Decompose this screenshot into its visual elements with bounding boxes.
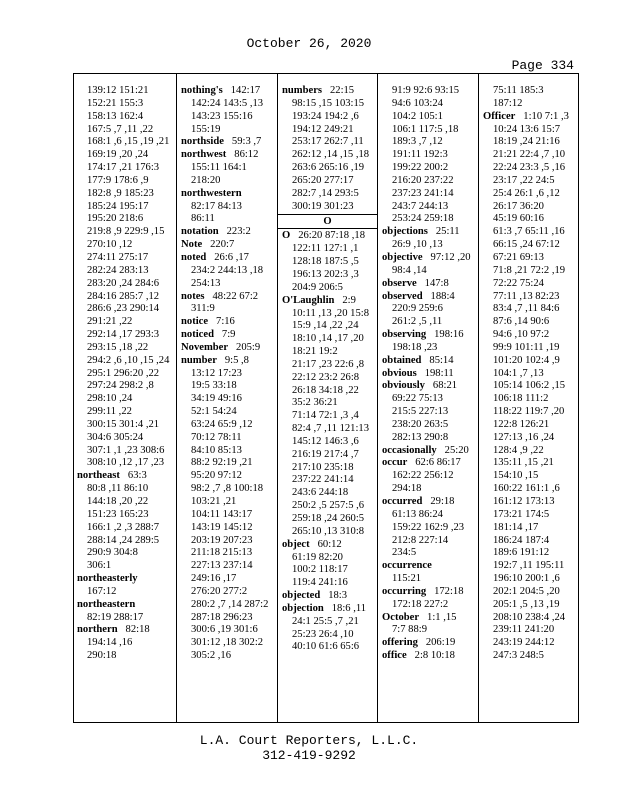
index-reference-line: 145:12 146:3 ,6: [292, 435, 359, 447]
page-date: October 26, 2020: [246, 36, 372, 51]
index-reference-line: 208:10 238:4 ,24: [493, 611, 566, 623]
index-reference-line: 75:11 185:3: [493, 85, 544, 96]
index-reference-line: 23:17 ,22 24:5: [493, 174, 555, 186]
index-reference-line: 234:2 244:13 ,18: [191, 264, 264, 276]
index-reference-line: 158:13 162:4: [87, 110, 144, 122]
index-reference-line: 105:14 106:2 ,15: [493, 380, 566, 392]
index-reference-line: 262:12 ,14 ,15 ,18: [292, 149, 370, 161]
index-term: observe 147:8: [382, 277, 449, 289]
index-reference-line: 301:12 ,18 302:2: [191, 637, 264, 649]
index-term: offering 206:19: [382, 637, 456, 649]
index-term: objections 25:11: [382, 226, 460, 238]
index-reference-line: 261:2 ,5 ,11: [392, 316, 443, 328]
index-reference-line: 192:7 ,11 195:11: [493, 560, 565, 572]
index-term: November 205:9: [181, 341, 261, 353]
index-reference-line: 122:8 126:21: [493, 418, 550, 430]
index-reference-line: 77:11 ,13 82:23: [493, 290, 560, 302]
index-reference-line: 294:2 ,6 ,10 ,15 ,24: [87, 354, 170, 366]
index-reference-line: 135:11 ,15 ,21: [493, 457, 554, 469]
index-reference-line: 282:24 283:13: [87, 264, 149, 276]
index-reference-line: 189:6 191:12: [493, 547, 550, 559]
index-reference-line: 10:24 13:6 15:7: [493, 123, 561, 135]
index-reference-line: 253:24 259:18: [392, 213, 454, 225]
index-reference-line: 22:12 23:2 26:8: [292, 371, 360, 383]
index-reference-line: 21:17 ,23 22:6 ,8: [292, 358, 365, 370]
index-reference-line: 287:18 296:23: [191, 611, 253, 623]
index-reference-line: 25:23 26:4 ,10: [292, 628, 354, 640]
index-term: Note 220:7: [181, 239, 235, 251]
index-reference-line: 172:18 227:2: [392, 598, 449, 610]
index-reference-line: 237:23 241:14: [392, 187, 454, 199]
index-term: observing 198:16: [382, 329, 464, 341]
index-reference-line: 189:3 ,7 ,12: [392, 136, 443, 148]
index-reference-line: 67:21 69:13: [493, 251, 544, 263]
index-reference-line: 283:20 ,24 284:6: [87, 277, 160, 289]
index-reference-line: 98:2 ,7 ,8 100:18: [191, 483, 264, 495]
index-reference-line: 151:23 165:23: [87, 508, 149, 520]
index-table: [73, 73, 579, 723]
index-term: occur 62:6 86:17: [382, 457, 461, 469]
index-reference-line: 174:17 ,21 176:3: [87, 162, 160, 174]
index-term: northeasterly: [77, 573, 138, 585]
index-reference-line: 154:10 ,15: [493, 470, 539, 482]
index-reference-line: 243:6 244:18: [292, 487, 349, 499]
index-reference-line: 35:2 36:21: [292, 397, 338, 409]
index-term: objective 97:12 ,20: [382, 251, 471, 263]
index-reference-line: 18:21 19:2: [292, 346, 338, 358]
index-reference-line: 282:7 ,14 293:5: [292, 187, 359, 199]
index-reference-line: 239:11 241:20: [493, 624, 555, 636]
index-reference-line: 166:1 ,2 ,3 288:7: [87, 521, 160, 533]
index-term: objection 18:6 ,11: [282, 602, 367, 614]
index-reference-line: 238:20 263:5: [392, 418, 449, 430]
index-reference-line: 182:8 ,9 185:23: [87, 187, 154, 199]
index-reference-line: 22:24 23:3 ,5 ,16: [493, 162, 566, 174]
index-reference-line: 61:13 86:24: [392, 508, 443, 520]
index-reference-line: 15:9 ,14 ,22 ,24: [292, 320, 359, 332]
index-term: Officer 1:10 7:1 ,3: [483, 110, 569, 122]
index-reference-line: 216:19 217:4 ,7: [292, 448, 359, 460]
index-reference-line: 162:22 256:12: [392, 470, 454, 482]
index-term: noted 26:6 ,17: [181, 251, 249, 263]
index-reference-line: 203:19 207:23: [191, 534, 253, 546]
index-reference-line: 270:10 ,12: [87, 239, 133, 251]
index-reference-line: 26:9 ,10 ,13: [392, 239, 443, 251]
index-reference-line: 161:12 173:13: [493, 496, 555, 507]
index-reference-line: 13:12 17:23: [191, 367, 242, 379]
index-reference-line: 160:22 161:1 ,6: [493, 483, 560, 495]
index-reference-line: 254:13: [191, 277, 221, 289]
index-reference-line: 167:5 ,7 ,11 ,22: [87, 123, 154, 135]
index-reference-line: 305:2 ,16: [191, 650, 232, 662]
index-reference-line: 265:20 277:17: [292, 174, 354, 186]
index-reference-line: 243:7 244:13: [392, 200, 449, 212]
index-reference-line: 52:1 54:24: [191, 406, 237, 418]
index-reference-line: 308:10 ,12 ,17 ,23: [87, 457, 165, 469]
index-reference-line: 187:12: [493, 97, 523, 109]
index-reference-line: 215:5 227:13: [392, 406, 449, 418]
index-reference-line: 186:24 187:4: [493, 534, 550, 546]
index-reference-line: 282:13 290:8: [392, 431, 449, 443]
index-reference-line: 300:15 301:4 ,21: [87, 418, 160, 430]
index-reference-line: 306:1: [87, 560, 112, 572]
index-reference-line: 212:8 227:14: [392, 534, 449, 546]
index-reference-line: 104:11 143:17: [191, 508, 253, 520]
index-reference-line: 82:19 288:17: [87, 611, 144, 623]
index-reference-line: 265:10 ,13 310:8: [292, 525, 365, 537]
index-reference-line: 181:14 ,17: [493, 521, 539, 533]
index-reference-line: 24:1 25:5 ,7 ,21: [292, 615, 359, 627]
index-term: occurring 172:18: [382, 585, 464, 597]
index-term: nothing's 142:17: [181, 85, 261, 96]
index-reference-line: 82:17 84:13: [191, 200, 242, 212]
index-reference-line: 86:11: [191, 213, 215, 225]
index-reference-line: 94:6 103:24: [392, 97, 443, 109]
index-reference-line: 253:17 262:7 ,11: [292, 136, 364, 148]
index-term: O 26:20 87:18 ,18: [282, 230, 365, 242]
index-reference-line: 300:19 301:23: [292, 200, 354, 212]
index-reference-line: 247:3 248:5: [493, 650, 544, 662]
index-reference-line: 118:22 119:7 ,20: [493, 406, 565, 418]
index-reference-line: 220:9 259:6: [392, 303, 443, 315]
index-reference-line: 40:10 61:6 65:6: [292, 641, 360, 653]
index-term: northeastern: [77, 598, 136, 610]
index-reference-line: 100:2 118:17: [292, 564, 348, 576]
index-reference-line: 294:18: [392, 483, 422, 495]
index-reference-line: 119:4 241:16: [292, 577, 348, 589]
index-reference-line: 243:19 244:12: [493, 637, 555, 649]
index-reference-line: 280:2 ,7 ,14 287:2: [191, 598, 269, 610]
index-reference-line: 26:18 34:18 ,22: [292, 384, 359, 396]
index-reference-line: 290:9 304:8: [87, 547, 138, 559]
index-term: notice 7:16: [181, 316, 235, 328]
index-reference-line: 191:11 192:3: [392, 149, 448, 161]
index-reference-line: 19:5 33:18: [191, 380, 237, 392]
index-reference-line: 299:11 ,22: [87, 406, 132, 418]
index-reference-line: 94:6 ,10 97:2: [493, 329, 550, 341]
index-term: number 9:5 ,8: [181, 354, 249, 366]
index-reference-line: 144:18 ,20 ,22: [87, 496, 149, 507]
index-reference-line: 142:24 143:5 ,13: [191, 97, 264, 109]
index-reference-line: 219:8 ,9 229:9 ,15: [87, 226, 165, 238]
index-reference-line: 82:4 ,7 ,11 121:13: [292, 423, 370, 435]
index-reference-line: 227:13 237:14: [191, 560, 253, 572]
index-reference-line: 194:12 249:21: [292, 123, 354, 135]
index-term: obtained 85:14: [382, 354, 454, 366]
index-reference-line: 169:19 ,20 ,24: [87, 149, 149, 161]
index-reference-line: 71:14 72:1 ,3 ,4: [292, 410, 359, 422]
index-term: northern 82:18: [77, 624, 150, 636]
index-reference-line: 250:2 ,5 257:5 ,6: [292, 500, 365, 512]
index-reference-line: 103:21 ,21: [191, 496, 237, 507]
index-reference-line: 216:20 237:22: [392, 174, 454, 186]
index-term: notation 223:2: [181, 226, 251, 238]
index-reference-line: 101:20 102:4 ,9: [493, 354, 560, 366]
index-term: occasionally 25:20: [382, 444, 469, 456]
index-reference-line: 127:13 ,16 ,24: [493, 431, 555, 443]
index-reference-line: 106:1 117:5 ,18: [392, 123, 459, 135]
index-reference-line: 196:10 200:1 ,6: [493, 573, 560, 585]
index-reference-line: 290:18: [87, 650, 117, 662]
page-footer: [0, 733, 618, 763]
page-number: Page 334: [511, 58, 574, 73]
index-reference-line: 63:24 65:9 ,12: [191, 418, 253, 430]
index-column-3: [277, 74, 377, 722]
index-term: object 60:12: [282, 538, 342, 550]
index-reference-line: 98:4 ,14: [392, 264, 427, 276]
index-reference-line: 143:23 155:16: [191, 110, 253, 122]
index-term: northwest 86:12: [181, 149, 259, 161]
index-reference-line: 26:17 36:20: [493, 200, 544, 212]
index-reference-line: 218:20: [191, 174, 221, 186]
index-term: October 1:1 ,15: [382, 611, 457, 623]
index-reference-line: 115:21: [392, 573, 422, 585]
index-term: numbers 22:15: [282, 85, 355, 96]
index-reference-line: 95:20 97:12: [191, 470, 242, 482]
index-reference-line: 199:22 200:2: [392, 162, 449, 174]
index-reference-line: 98:15 ,15 103:15: [292, 97, 365, 109]
index-term: observed 188:4: [382, 290, 455, 302]
index-reference-line: 104:1 ,7 ,13: [493, 367, 544, 379]
index-reference-line: 83:4 ,7 ,11 84:6: [493, 303, 560, 315]
index-reference-line: 72:22 75:24: [493, 277, 544, 289]
index-reference-line: 291:21 ,22: [87, 316, 133, 328]
index-term: noticed 7:9: [181, 329, 236, 341]
index-reference-line: 293:15 ,18 ,22: [87, 341, 149, 353]
index-reference-line: 263:6 265:16 ,19: [292, 162, 365, 174]
index-column-5: [478, 74, 578, 722]
index-reference-line: 202:1 204:5 ,20: [493, 585, 560, 597]
index-column-1: [74, 74, 176, 722]
index-reference-line: 168:1 ,6 ,15 ,19 ,21: [87, 136, 170, 148]
index-reference-line: 18:10 ,14 ,17 ,20: [292, 333, 364, 345]
index-reference-line: 143:19 145:12: [191, 521, 253, 533]
index-reference-line: 194:14 ,16: [87, 637, 133, 649]
index-reference-line: 69:22 75:13: [392, 393, 443, 405]
index-reference-line: 84:10 85:13: [191, 444, 242, 456]
index-reference-line: 159:22 162:9 ,23: [392, 521, 465, 533]
index-term: occurrence: [382, 560, 432, 572]
index-reference-line: 284:16 285:7 ,12: [87, 290, 160, 302]
index-reference-line: 34:19 49:16: [191, 393, 242, 405]
index-reference-line: 155:11 164:1: [191, 162, 247, 174]
index-reference-line: 70:12 78:11: [191, 431, 242, 443]
index-reference-line: 237:22 241:14: [292, 474, 354, 486]
index-reference-line: 45:19 60:16: [493, 213, 544, 225]
index-reference-line: 139:12 151:21: [87, 85, 149, 96]
index-term: northwestern: [181, 187, 242, 199]
index-reference-line: 217:10 235:18: [292, 461, 354, 473]
index-reference-line: 297:24 298:2 ,8: [87, 380, 154, 392]
index-reference-line: 152:21 155:3: [87, 97, 144, 109]
index-reference-line: 71:8 ,21 72:2 ,19: [493, 264, 566, 276]
index-reference-line: 307:1 ,1 ,23 308:6: [87, 444, 165, 456]
index-term: obvious 198:11: [382, 367, 454, 379]
index-reference-line: 167:12: [87, 585, 117, 597]
index-reference-line: 185:24 195:17: [87, 200, 149, 212]
index-reference-line: 196:13 202:3 ,3: [292, 268, 359, 280]
index-reference-line: 18:19 ,24 21:16: [493, 136, 560, 148]
index-reference-line: 155:19: [191, 123, 221, 135]
index-reference-line: 311:9: [191, 303, 215, 315]
index-term: objected 18:3: [282, 590, 348, 602]
index-reference-line: 88:2 92:19 ,21: [191, 457, 253, 469]
index-reference-line: 80:8 ,11 86:10: [87, 483, 149, 495]
index-term: O'Laughlin 2:9: [282, 294, 356, 306]
index-reference-line: 128:18 187:5 ,5: [292, 256, 359, 268]
index-reference-line: 195:20 218:6: [87, 213, 144, 225]
index-reference-line: 177:9 178:6 ,9: [87, 174, 149, 186]
index-reference-line: 25:4 26:1 ,6 ,12: [493, 187, 560, 199]
index-column-4: [377, 74, 478, 722]
footer-company: L.A. Court Reporters, L.L.C.: [199, 733, 419, 748]
index-reference-line: 173:21 174:5: [493, 508, 550, 520]
index-term: obviously 68:21: [382, 380, 458, 392]
index-reference-line: 21:21 22:4 ,7 ,10: [493, 149, 566, 161]
index-reference-line: 274:11 275:17: [87, 251, 149, 263]
index-term: northside 59:3 ,7: [181, 136, 262, 148]
index-reference-line: 10:11 ,13 ,20 15:8: [292, 307, 370, 319]
index-term: notes 48:22 67:2: [181, 290, 259, 302]
index-reference-line: 259:18 ,24 260:5: [292, 513, 365, 524]
index-reference-line: 304:6 305:24: [87, 431, 144, 443]
index-reference-line: 276:20 277:2: [191, 585, 248, 597]
index-reference-line: 198:18 ,23: [392, 341, 438, 353]
index-reference-line: 205:1 ,5 ,13 ,19: [493, 598, 560, 610]
index-reference-line: 61:19 82:20: [292, 551, 343, 563]
index-reference-line: 288:14 ,24 289:5: [87, 534, 160, 546]
index-reference-line: 300:6 ,19 301:6: [191, 624, 258, 636]
index-reference-line: 122:11 127:1 ,1: [292, 243, 359, 255]
index-reference-line: 292:14 ,17 293:3: [87, 329, 160, 341]
index-reference-line: 204:9 206:5: [292, 281, 343, 293]
index-reference-line: 106:18 111:2: [493, 393, 549, 405]
index-reference-line: 249:16 ,17: [191, 573, 237, 585]
section-letter: O: [278, 214, 377, 229]
index-reference-line: 66:15 ,24 67:12: [493, 239, 560, 251]
index-reference-line: 99:9 101:11 ,19: [493, 341, 560, 353]
index-column-2: [176, 74, 277, 722]
index-reference-line: 104:2 105:1: [392, 110, 443, 122]
footer-phone: 312-419-9292: [262, 748, 356, 763]
index-reference-line: 295:1 296:20 ,22: [87, 367, 160, 379]
index-term: occurred 29:18: [382, 496, 455, 507]
index-reference-line: 61:3 ,7 65:11 ,16: [493, 226, 565, 238]
index-reference-line: 91:9 92:6 93:15: [392, 85, 460, 96]
index-reference-line: 7:7 88:9: [392, 624, 428, 636]
index-reference-line: 87:6 ,14 90:6: [493, 316, 550, 328]
index-reference-line: 298:10 ,24: [87, 393, 133, 405]
index-term: office 2:8 10:18: [382, 650, 455, 662]
index-reference-line: 211:18 215:13: [191, 547, 253, 559]
index-reference-line: 128:4 ,9 ,22: [493, 444, 544, 456]
index-reference-line: 234:5: [392, 547, 417, 559]
index-term: northeast 63:3: [77, 470, 147, 482]
index-reference-line: 193:24 194:2 ,6: [292, 110, 359, 122]
index-reference-line: 286:6 ,23 290:14: [87, 303, 160, 315]
